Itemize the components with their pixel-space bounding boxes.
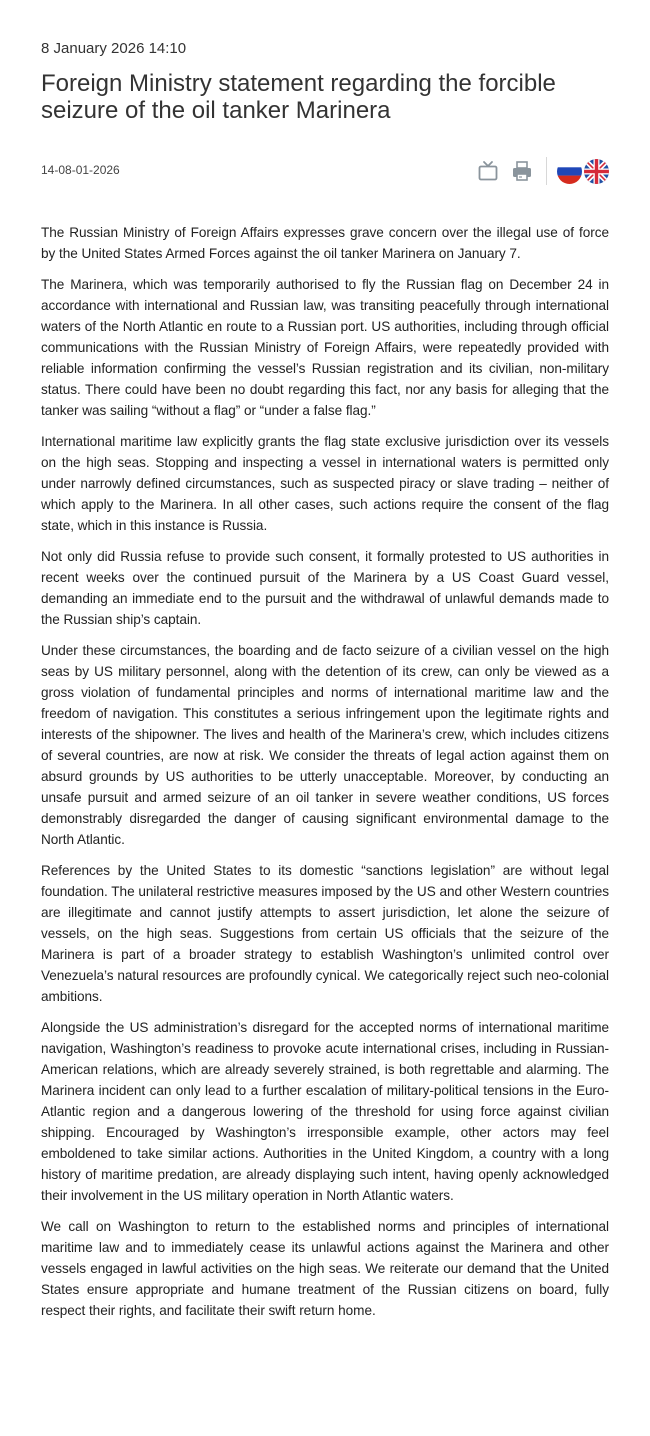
statement-body [41, 222, 609, 1331]
page-title: Foreign Ministry statement regarding the forcible seizure of the oil tanker Marinera [41, 70, 556, 124]
paragraph: The Russian Ministry of Foreign Affairs expresses grave concern over the illegal use of force by the United States Armed Forces against the oil tanker Marinera on January 7. [41, 225, 609, 261]
russian-flag-icon[interactable] [557, 159, 582, 184]
paragraph: Alongside the US administration’s disregard for the accepted norms of international maritime navigation, Washington’s readiness to provoke acute international crises, including in Russian-American relations, which are already severely strained, is both regrettable and alarming. The Marinera incident can only lead to a further escalation of military-political tensions in the Euro-Atlantic region and a dangerous lowering of the threshold for using force against civilian shipping. Encouraged by Washington’s irresponsible example, other actors may feel emboldened to take similar actions. Authorities in the United Kingdom, a country with a long history of maritime predation, are already displaying such intent, having openly acknowledged their involvement in the US military operation in North Atlantic waters. [41, 1020, 609, 1203]
toolbar-divider [546, 157, 547, 185]
paragraph: International maritime law explicitly grants the flag state exclusive jurisdiction over its vessels on the high seas. Stopping and inspecting a vessel in international waters is permitted only under narrowly defined circumstances, such as suspected piracy or slave trading – neither of which apply to the Marinera. In all other cases, such actions require the consent of the flag state, which in this instance is Russia. [41, 434, 609, 533]
uk-flag-icon[interactable] [584, 159, 609, 184]
paragraph: We call on Washington to return to the established norms and principles of international maritime law and to immediately cease its unlawful actions against the Marinera and other vessels engaged in lawful activities on the high seas. We reiterate our demand that the United States ensure appropriate and humane treatment of the Russian citizens on board, fully respect their rights, and facilitate their swift return home. [41, 1219, 609, 1318]
publish-date: 8 January 2026 14:10 [41, 40, 187, 57]
document-id: 14-08-01-2026 [41, 163, 120, 177]
paragraph: References by the United States to its domestic “sanctions legislation” are without legal foundation. The unilateral restrictive measures imposed by the US and other Western countries are illegitimate and cannot justify attempts to assert jurisdiction, let alone the seizure of vessels, on the high seas. Suggestions from certain US officials that the seizure of the Marinera is part of a broader strategy to establish Washington’s unlimited control over Venezuela’s natural resources are profoundly cynical. We categorically reject such neo-colonial ambitions. [41, 863, 609, 1004]
meta-toolbar [41, 154, 609, 188]
print-icon[interactable] [510, 159, 534, 183]
tool-group [476, 154, 609, 188]
tv-icon[interactable] [476, 159, 500, 183]
paragraph: The Marinera, which was temporarily authorised to fly the Russian flag on December 24 in accordance with international and Russian law, was transiting peacefully through international waters of the North Atlantic en route to a Russian port. US authorities, including through official communications with the Russian Ministry of Foreign Affairs, were repeatedly provided with reliable information confirming the vessel’s Russian registration and its civilian, non-military status. There could have been no doubt regarding this fact, nor any basis for alleging that the tanker was sailing “without a flag” or “under a false flag.” [41, 277, 609, 418]
paragraph: Under these circumstances, the boarding and de facto seizure of a civilian vessel on the high seas by US military personnel, along with the detention of its crew, can only be viewed as a gross violation of fundamental principles and norms of international maritime law and the freedom of navigation. This constitutes a serious infringement upon the legitimate rights and interests of the shipowner. The lives and health of the Marinera’s crew, which includes citizens of several countries, are now at risk. We consider the threats of legal action against them on absurd grounds by US authorities to be utterly unacceptable. Moreover, by conducting an unsafe pursuit and armed seizure of an oil tanker in severe weather conditions, US forces demonstrably disregarded the danger of causing significant environmental damage to the North Atlantic. [41, 643, 609, 847]
paragraph: Not only did Russia refuse to provide such consent, it formally protested to US authorities in recent weeks over the continued pursuit of the Marinera by a US Coast Guard vessel, demanding an immediate end to the pursuit and the withdrawal of unlawful demands made to the Russian ship’s captain. [41, 549, 609, 627]
